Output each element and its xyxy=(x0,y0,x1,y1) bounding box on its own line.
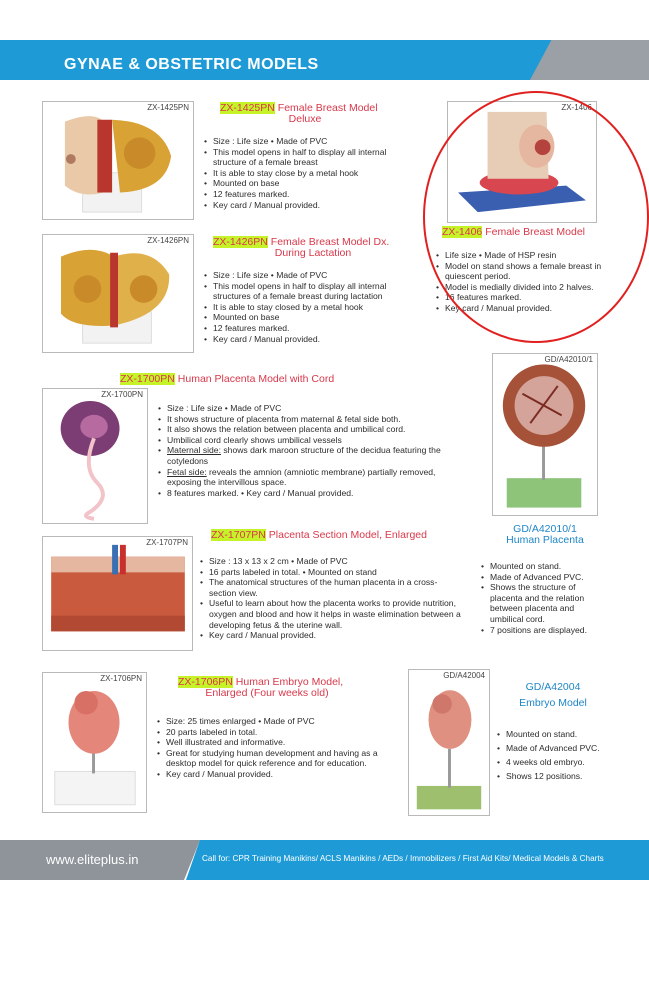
product-name: Female Breast Model Dx. xyxy=(270,236,390,248)
feature-item: • 12 features marked. xyxy=(204,189,419,200)
product-name: Human Placenta xyxy=(506,534,584,546)
product-code: GD/A42004 xyxy=(525,681,581,693)
feature-item: • Key card / Manual provided. xyxy=(204,200,419,211)
product-code: ZX-1706PN xyxy=(178,676,233,688)
feature-item: • Size: 25 times enlarged • Made of PVC xyxy=(157,716,381,727)
product-title xyxy=(120,374,380,385)
feature-item: • Mounted on stand. xyxy=(481,561,609,572)
feature-item: • Mounted on base xyxy=(204,178,419,189)
product-name: Embryo Model xyxy=(519,697,587,709)
product-name-line2: Enlarged (Four weeks old) xyxy=(205,687,329,699)
photo-code: ZX-1425PN xyxy=(147,103,189,112)
feature-item: • Umbilical cord clearly shows umbilical vessels xyxy=(158,435,453,446)
product-title xyxy=(220,103,420,125)
feature-item: • Fetal side: reveals the amnion (amniotic membrane) partially removed, exposing the intervillous space. xyxy=(158,467,453,488)
feature-item: • Mounted on stand. xyxy=(497,727,627,741)
feature-item: • Model is medially divided into 2 halves. xyxy=(436,282,616,293)
feature-item: • Maternal side: shows dark maroon structure of the decidua featuring the cotyledons xyxy=(158,445,453,466)
product-photo-zx1700 xyxy=(42,388,148,524)
product-code: ZX-1700PN xyxy=(120,373,175,385)
feature-item: • Key card / Manual provided. xyxy=(436,303,616,314)
feature-item: • 8 features marked. • Key card / Manual provided. xyxy=(158,488,453,499)
feature-item: • Size : Life size • Made of PVC xyxy=(158,403,453,414)
feature-item: • 16 parts labeled in total. • Mounted on stand xyxy=(200,567,462,578)
lactation-model-image xyxy=(43,235,193,352)
embryo-stand-image xyxy=(409,670,489,815)
product-name: Female Breast Model xyxy=(277,102,378,114)
photo-code: GD/A42004 xyxy=(443,671,485,680)
product-photo-zx1425 xyxy=(42,101,194,220)
feature-item: • Made of Advanced PVC. xyxy=(497,741,627,755)
feature-list xyxy=(481,561,609,635)
feature-item: • 16 features marked. xyxy=(436,292,616,303)
footer-callout: Call for: CPR Training Manikins/ ACLS Manikins / AEDs / Immobilizers / First Aid Kits/ Medical Models & Charts xyxy=(202,854,604,863)
feature-item: • This model opens in half to display all internal structures of a female breast during lactation xyxy=(204,281,419,302)
feature-item: • It is able to stay closed by a metal hook xyxy=(204,302,419,313)
feature-item: • It shows structure of placenta from maternal & fetal side both. xyxy=(158,414,453,425)
placenta-stand-image xyxy=(493,354,597,515)
photo-code: ZX-1406 xyxy=(561,103,592,112)
product-title xyxy=(211,530,461,541)
feature-item: • Well illustrated and informative. xyxy=(157,737,381,748)
photo-code: ZX-1426PN xyxy=(147,236,189,245)
embryo-model-image xyxy=(43,673,146,812)
product-photo-zx1706 xyxy=(42,672,147,813)
product-title xyxy=(470,524,620,546)
feature-item: • Useful to learn about how the placenta works to provide nutrition, oxygen and blood and how it helps in waste elimination between a developing fetus & the uterine wall. xyxy=(200,598,462,630)
feature-item: • 20 parts labeled in total. xyxy=(157,727,381,738)
feature-item: • This model opens in half to display all internal structure of a female breast xyxy=(204,147,419,168)
feature-item: • It is able to stay close by a metal hook xyxy=(204,168,419,179)
feature-list xyxy=(158,403,453,498)
feature-item: • 4 weeks old embryo. xyxy=(497,755,627,769)
feature-item: • Key card / Manual provided. xyxy=(204,334,419,345)
page-title: GYNAE & OBSTETRIC MODELS xyxy=(64,56,319,73)
placenta-section-image xyxy=(43,537,192,650)
feature-item: • Model on stand shows a female breast in quiescent period. xyxy=(436,261,616,282)
feature-list xyxy=(200,556,462,641)
highlight-circle xyxy=(423,91,649,343)
placenta-cord-image xyxy=(43,389,147,523)
photo-code: GD/A42010/1 xyxy=(544,355,593,364)
product-title xyxy=(478,682,628,714)
feature-item: • Life size • Made of HSP resin xyxy=(436,250,616,261)
photo-code: ZX-1707PN xyxy=(146,538,188,547)
product-code: ZX-1426PN xyxy=(213,236,268,248)
feature-item: • Size : Life size • Made of PVC xyxy=(204,270,419,281)
feature-list xyxy=(204,136,419,210)
product-code: ZX-1707PN xyxy=(211,529,266,541)
feature-item: • Great for studying human development and having as a desktop model for quick reference and for education. xyxy=(157,748,381,769)
product-photo-gda42010 xyxy=(492,353,598,516)
photo-code: ZX-1706PN xyxy=(100,674,142,683)
feature-list xyxy=(497,727,627,783)
feature-item: • 7 positions are displayed. xyxy=(481,625,609,636)
feature-item: • The anatomical structures of the human placenta in a cross-section view. xyxy=(200,577,462,598)
product-name: Female Breast Model xyxy=(485,226,585,238)
feature-list xyxy=(204,270,419,344)
product-photo-zx1426 xyxy=(42,234,194,353)
product-code: GD/A42010/1 xyxy=(513,523,577,535)
fetal-label: Fetal side: xyxy=(167,466,207,477)
product-title xyxy=(213,237,423,259)
feature-item: • 12 features marked. xyxy=(204,323,419,334)
product-name-line2: Deluxe xyxy=(288,113,322,125)
feature-item: • Shows 12 positions. xyxy=(497,769,627,783)
feature-item: • Size : Life size • Made of PVC xyxy=(204,136,419,147)
product-title xyxy=(178,677,378,699)
feature-item: • It also shows the relation between placenta and umbilical cord. xyxy=(158,424,453,435)
product-code: ZX-1425PN xyxy=(220,102,275,114)
product-name: Human Embryo Model, xyxy=(235,676,344,688)
product-photo-zx1707 xyxy=(42,536,193,651)
product-code: ZX-1406 xyxy=(442,226,483,238)
website-link[interactable]: www.eliteplus.in xyxy=(46,852,139,867)
feature-item: • Key card / Manual provided. xyxy=(200,630,462,641)
feature-item: • Size : 13 x 13 x 2 cm • Made of PVC xyxy=(200,556,462,567)
product-name: Human Placenta Model with Cord xyxy=(177,373,335,385)
photo-code: ZX-1700PN xyxy=(101,390,143,399)
feature-item: • Mounted on base xyxy=(204,312,419,323)
product-name-line2: During Lactation xyxy=(274,247,352,259)
breast-model-image xyxy=(43,102,193,219)
feature-list xyxy=(157,716,381,780)
product-name: Placenta Section Model, Enlarged xyxy=(268,529,427,541)
feature-item: • Key card / Manual provided. xyxy=(157,769,381,780)
feature-item: • Made of Advanced PVC. xyxy=(481,572,609,583)
feature-item: • Shows the structure of placenta and the relation between placenta and umbilical cord. xyxy=(481,582,609,624)
maternal-label: Maternal side: xyxy=(167,445,221,456)
